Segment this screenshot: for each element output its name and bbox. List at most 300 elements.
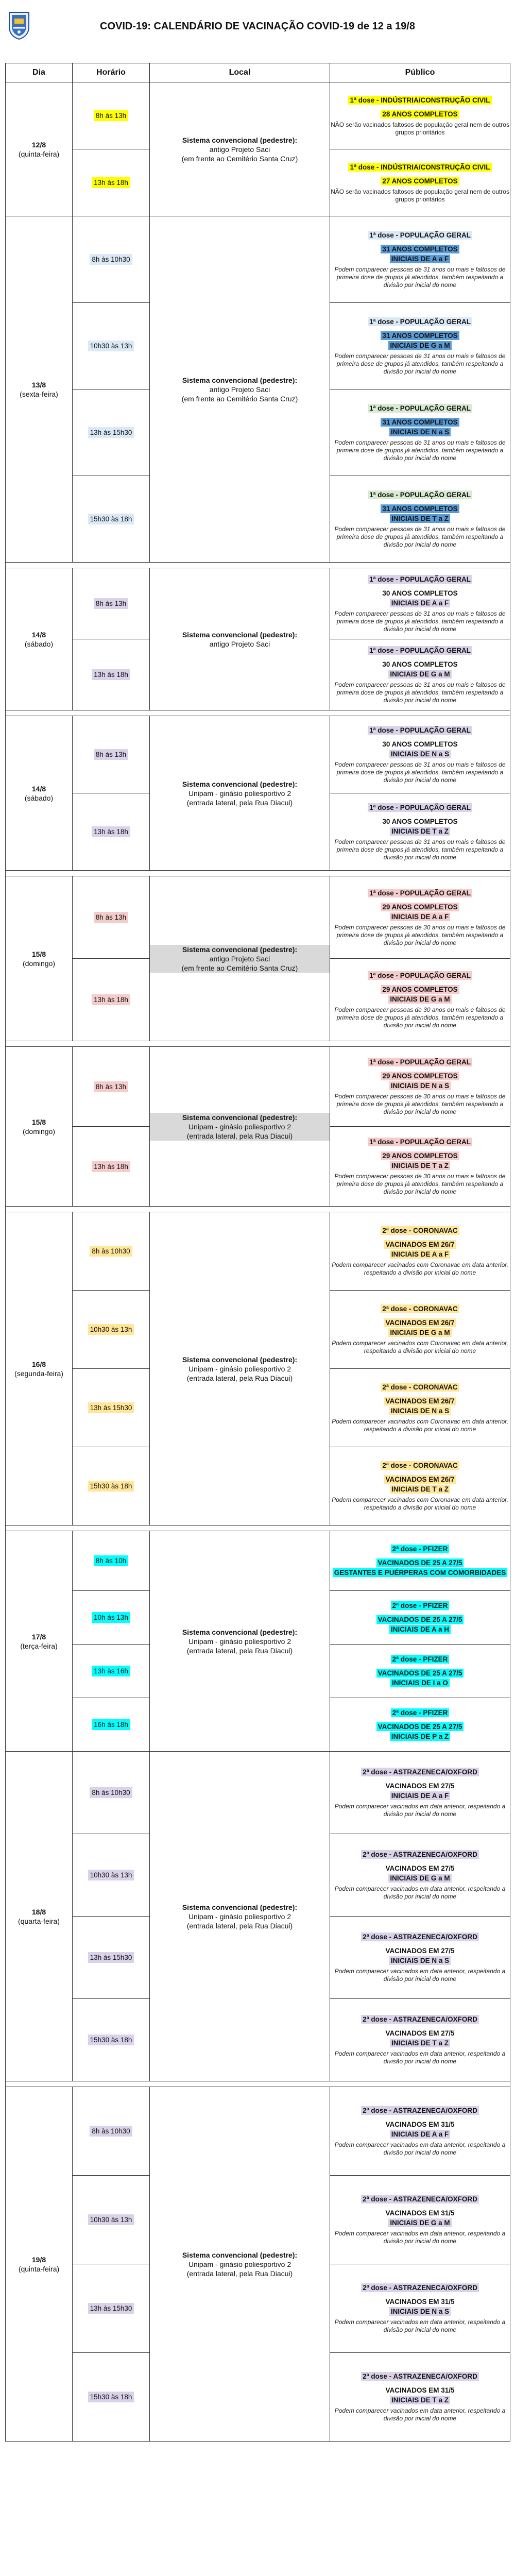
public-cell bbox=[330, 1531, 510, 1591]
location-detail: (entrada lateral, pela Rua Diacui) bbox=[186, 1374, 293, 1382]
separator-cell bbox=[6, 1526, 510, 1531]
eligibility-group: 29 ANOS COMPLETOS bbox=[381, 985, 459, 994]
day-cell bbox=[6, 568, 73, 710]
initials-range: GESTANTES E PUÉRPERAS COM COMORBIDADES bbox=[333, 1568, 508, 1577]
location-cell bbox=[150, 82, 330, 216]
dose-group: 1ª dose - POPULAÇÃO GERAL bbox=[368, 889, 472, 897]
time-cell bbox=[73, 1369, 150, 1447]
public-cell bbox=[330, 1917, 510, 1999]
location-name: Unipam - ginásio poliesportivo 2 bbox=[188, 1912, 291, 1921]
location-title: Sistema convencional (pedestre): bbox=[182, 1355, 298, 1364]
public-dose-line bbox=[330, 317, 510, 327]
column-header-publico: Público bbox=[330, 63, 510, 82]
public-initials-line bbox=[330, 1249, 510, 1259]
public-age-line bbox=[330, 2385, 510, 2395]
location-name: antigo Projeto Saci bbox=[150, 954, 330, 963]
eligibility-group: VACINADOS EM 31/5 bbox=[385, 2209, 455, 2217]
initials-range: INICIAIS DE A a F bbox=[390, 1791, 451, 1800]
time-slot: 10h30 às 13h bbox=[88, 1324, 134, 1335]
table-row bbox=[6, 1531, 510, 1591]
public-note: Podem comparecer pessoas de 31 anos ou mais e faltosos de primeira dose de grupos já atendidos, também respeitando a divisão por inicial do nome bbox=[334, 438, 506, 462]
initials-range: INICIAIS DE T a Z bbox=[390, 2396, 450, 2404]
time-cell bbox=[73, 1047, 150, 1127]
time-slot: 13h às 18h bbox=[92, 177, 130, 188]
column-header-horario: Horário bbox=[73, 63, 150, 82]
time-cell bbox=[73, 1999, 150, 2081]
eligibility-group: VACINADOS DE 25 A 27/5 bbox=[376, 1558, 464, 1567]
initials-range: INICIAIS DE T a Z bbox=[390, 2039, 450, 2047]
public-dose-line bbox=[330, 2106, 510, 2115]
time-slot: 8h às 13h bbox=[94, 749, 128, 760]
day-weekday: (segunda-feira) bbox=[14, 1369, 63, 1378]
public-initials-line bbox=[330, 1161, 510, 1171]
eligibility-group: VACINADOS EM 26/7 bbox=[384, 1240, 456, 1249]
public-block bbox=[330, 803, 510, 861]
location-title: Sistema convencional (pedestre): bbox=[182, 2250, 298, 2259]
public-note: Podem comparecer pessoas de 31 anos ou mais e faltosos de primeira dose de grupos já atendidos, também respeitando a divisão por inicial do nome bbox=[334, 760, 506, 784]
public-note: Podem comparecer pessoas de 31 anos ou mais e faltosos de primeira dose de grupos já atendidos, também respeitando a divisão por inicial do nome bbox=[334, 609, 506, 633]
location-title: Sistema convencional (pedestre): bbox=[182, 1903, 298, 1911]
table-row bbox=[6, 716, 510, 793]
day-weekday: (sábado) bbox=[24, 639, 54, 648]
initials-range: INICIAIS DE A a F bbox=[390, 599, 451, 607]
initials-range: INICIAIS DE N a S bbox=[389, 2307, 451, 2316]
initials-range: INICIAIS DE T a Z bbox=[390, 514, 450, 523]
public-age-line bbox=[330, 417, 510, 427]
public-note: Podem comparecer vacinados em data anterior, respeitando a divisão por inicial do nome bbox=[334, 2050, 506, 2065]
time-slot: 13h às 15h30 bbox=[88, 1402, 134, 1413]
public-age-line bbox=[330, 1396, 510, 1406]
public-note: Podem comparecer pessoas de 31 anos ou mais e faltosos de primeira dose de grupos já atendidos, também respeitando a divisão por inicial do nome bbox=[334, 265, 506, 289]
time-cell bbox=[73, 1834, 150, 1917]
public-initials-line bbox=[330, 341, 510, 350]
time-slot: 8h às 13h bbox=[94, 110, 128, 121]
public-block bbox=[330, 230, 510, 289]
dose-group: 2ª dose - PFIZER bbox=[391, 1708, 450, 1717]
public-age-line bbox=[330, 1615, 510, 1624]
location-title: Sistema convencional (pedestre): bbox=[182, 135, 298, 144]
eligibility-group: VACINADOS EM 27/5 bbox=[385, 1782, 455, 1790]
table-header-row bbox=[6, 63, 510, 82]
public-note: Podem comparecer pessoas de 30 anos ou mais e faltosos de primeira dose de grupos já atendidos, também respeitando a divisão por inicial do nome bbox=[334, 1093, 506, 1115]
public-block bbox=[330, 646, 510, 704]
public-cell bbox=[330, 2353, 510, 2442]
eligibility-group: VACINADOS EM 31/5 bbox=[385, 2121, 455, 2128]
public-dose-line bbox=[330, 1382, 510, 1392]
public-note: Podem comparecer pessoas de 31 anos ou mais e faltosos de primeira dose de grupos já atendidos, também respeitando a divisão por inicial do nome bbox=[334, 838, 506, 861]
dose-group: 1ª dose - POPULAÇÃO GERAL bbox=[368, 646, 472, 655]
location-cell bbox=[150, 1531, 330, 1752]
location-name: Unipam - ginásio poliesportivo 2 bbox=[188, 789, 291, 798]
initials-range: INICIAIS DE N a S bbox=[389, 428, 451, 436]
dose-group: 2ª dose - ASTRAZENECA/OXFORD bbox=[361, 2195, 479, 2204]
initials-range: INICIAIS DE A a F bbox=[390, 255, 451, 263]
public-initials-line bbox=[330, 2129, 510, 2139]
eligibility-group: 30 ANOS COMPLETOS bbox=[382, 589, 458, 597]
public-cell bbox=[330, 2176, 510, 2264]
public-dose-line bbox=[330, 2283, 510, 2293]
dose-group: 2ª dose - CORONAVAC bbox=[381, 1304, 459, 1313]
public-block bbox=[330, 574, 510, 633]
location-cell bbox=[150, 1047, 330, 1207]
day-cell bbox=[6, 716, 73, 871]
public-initials-line bbox=[330, 2218, 510, 2228]
dose-group: 2ª dose - ASTRAZENECA/OXFORD bbox=[361, 1933, 479, 1941]
public-age-line bbox=[330, 109, 510, 119]
initials-range: INICIAIS DE G a M bbox=[388, 1328, 451, 1337]
public-age-line bbox=[330, 1240, 510, 1249]
location-name: antigo Projeto Saci bbox=[209, 145, 270, 154]
time-cell bbox=[73, 303, 150, 389]
public-dose-line bbox=[330, 1932, 510, 1942]
time-cell bbox=[73, 1698, 150, 1752]
public-cell bbox=[330, 639, 510, 710]
dose-group: 1ª dose - INDÚSTRIA/CONSTRUÇÃO CIVIL bbox=[348, 96, 491, 105]
initials-range: INICIAIS DE G a M bbox=[388, 341, 451, 350]
dose-group: 2ª dose - CORONAVAC bbox=[381, 1383, 459, 1392]
location-title: Sistema convencional (pedestre): bbox=[182, 779, 298, 788]
location-title: Sistema convencional (pedestre): bbox=[150, 1113, 330, 1122]
dose-group: 2ª dose - CORONAVAC bbox=[381, 1461, 459, 1470]
separator-cell bbox=[6, 871, 510, 876]
public-block bbox=[330, 162, 510, 204]
day-date: 18/8 bbox=[31, 1907, 46, 1916]
day-date: 14/8 bbox=[31, 630, 46, 639]
dose-group: 2ª dose - ASTRAZENECA/OXFORD bbox=[361, 2106, 479, 2115]
public-age-line bbox=[330, 504, 510, 514]
day-weekday: (quarta-feira) bbox=[18, 1917, 60, 1925]
time-cell bbox=[73, 2353, 150, 2442]
public-initials-line bbox=[330, 598, 510, 608]
time-slot: 10h30 às 13h bbox=[88, 2214, 134, 2225]
public-age-line bbox=[330, 331, 510, 341]
time-cell bbox=[73, 2087, 150, 2176]
public-block bbox=[330, 1932, 510, 1983]
public-cell bbox=[330, 216, 510, 303]
day-weekday: (quinta-feira) bbox=[18, 2264, 60, 2273]
time-cell bbox=[73, 1645, 150, 1698]
public-initials-line bbox=[330, 826, 510, 836]
public-note: Podem comparecer vacinados em data anterior, respeitando a divisão por inicial do nome bbox=[334, 2407, 506, 2422]
dose-group: 2ª dose - ASTRAZENECA/OXFORD bbox=[361, 2283, 479, 2292]
time-slot: 10h às 13h bbox=[92, 1612, 130, 1623]
dose-group: 1ª dose - POPULAÇÃO GERAL bbox=[368, 317, 472, 326]
public-block bbox=[330, 403, 510, 462]
public-block bbox=[330, 1544, 510, 1578]
public-cell bbox=[330, 82, 510, 149]
public-dose-line bbox=[330, 2194, 510, 2204]
public-block bbox=[330, 2371, 510, 2422]
location-cell bbox=[150, 1752, 330, 2081]
dose-group: 1ª dose - POPULAÇÃO GERAL bbox=[368, 971, 472, 980]
public-initials-line bbox=[330, 1732, 510, 1741]
public-initials-line bbox=[330, 1568, 510, 1578]
eligibility-group: 30 ANOS COMPLETOS bbox=[382, 817, 458, 825]
initials-range: INICIAIS DE T a Z bbox=[390, 1485, 450, 1494]
initials-range: INICIAIS DE A a F bbox=[390, 912, 451, 921]
time-cell bbox=[73, 1591, 150, 1645]
public-note: Podem comparecer pessoas de 31 anos ou mais e faltosos de primeira dose de grupos já atendidos, também respeitando a divisão por inicial do nome bbox=[334, 681, 506, 704]
location-detail: (entrada lateral, pela Rua Diacui) bbox=[186, 1921, 293, 1930]
dose-group: 1ª dose - POPULAÇÃO GERAL bbox=[368, 1058, 472, 1066]
table-row bbox=[6, 568, 510, 639]
time-cell bbox=[73, 389, 150, 476]
separator-cell bbox=[6, 710, 510, 716]
public-age-line bbox=[330, 659, 510, 669]
initials-range: INICIAIS DE G a M bbox=[388, 2218, 451, 2227]
location-detail: (entrada lateral, pela Rua Diacui) bbox=[186, 798, 293, 807]
public-dose-line bbox=[330, 1850, 510, 1859]
public-note: Podem comparecer pessoas de 31 anos ou mais e faltosos de primeira dose de grupos já atendidos, também respeitando a divisão por inicial do nome bbox=[334, 352, 506, 375]
public-initials-line bbox=[330, 669, 510, 679]
public-initials-line bbox=[330, 749, 510, 759]
location-cell bbox=[150, 716, 330, 871]
initials-range: INICIAIS DE P a Z bbox=[390, 1732, 451, 1741]
column-header-dia: Dia bbox=[6, 63, 73, 82]
location-name: Unipam - ginásio poliesportivo 2 bbox=[188, 1637, 291, 1646]
time-slot: 8h às 13h bbox=[94, 1081, 128, 1092]
public-initials-line bbox=[330, 1328, 510, 1337]
public-note: Podem comparecer vacinados com Coronavac em data anterior, respeitando a divisão por inicial do nome bbox=[332, 1340, 508, 1354]
public-cell bbox=[330, 1127, 510, 1207]
day-separator bbox=[6, 710, 510, 716]
public-cell bbox=[330, 149, 510, 216]
column-header-local: Local bbox=[150, 63, 330, 82]
public-age-line bbox=[330, 2297, 510, 2307]
dose-group: 2ª dose - ASTRAZENECA/OXFORD bbox=[361, 1768, 479, 1776]
day-cell bbox=[6, 876, 73, 1041]
public-cell bbox=[330, 1999, 510, 2081]
public-initials-line bbox=[330, 254, 510, 264]
separator-cell bbox=[6, 1041, 510, 1047]
time-cell bbox=[73, 82, 150, 149]
public-initials-line bbox=[330, 1956, 510, 1965]
eligibility-group: VACINADOS DE 25 A 27/5 bbox=[376, 1722, 464, 1731]
day-cell bbox=[6, 1047, 73, 1207]
location-title: Sistema convencional (pedestre): bbox=[150, 945, 330, 954]
initials-range: INICIAIS DE A a F bbox=[390, 2130, 451, 2139]
public-cell bbox=[330, 1212, 510, 1291]
time-slot: 13h às 18h bbox=[92, 826, 130, 837]
time-cell bbox=[73, 1212, 150, 1291]
time-cell bbox=[73, 1127, 150, 1207]
public-block bbox=[330, 490, 510, 549]
time-slot: 13h às 15h30 bbox=[88, 2303, 134, 2314]
day-weekday: (sábado) bbox=[24, 793, 54, 802]
initials-range: INICIAIS DE I a O bbox=[390, 1679, 450, 1687]
public-dose-line bbox=[330, 971, 510, 980]
public-cell bbox=[330, 1834, 510, 1917]
public-note: Podem comparecer vacinados com Coronavac em data anterior, respeitando a divisão por inicial do nome bbox=[332, 1418, 508, 1433]
time-cell bbox=[73, 2176, 150, 2264]
separator-cell bbox=[6, 2081, 510, 2087]
public-dose-line bbox=[330, 403, 510, 413]
time-slot: 10h30 às 13h bbox=[88, 1870, 134, 1880]
day-date: 15/8 bbox=[31, 1117, 46, 1126]
day-cell bbox=[6, 1531, 73, 1752]
public-block bbox=[330, 317, 510, 376]
time-slot: 10h30 às 13h bbox=[88, 341, 134, 351]
dose-group: 2ª dose - PFIZER bbox=[391, 1655, 450, 1664]
dose-group: 1ª dose - POPULAÇÃO GERAL bbox=[368, 803, 472, 812]
day-cell bbox=[6, 2087, 73, 2442]
day-separator bbox=[6, 1207, 510, 1212]
day-weekday: (terça-feira) bbox=[20, 1641, 58, 1650]
location-name: antigo Projeto Saci bbox=[209, 639, 270, 648]
public-age-line bbox=[330, 1318, 510, 1328]
time-cell bbox=[73, 639, 150, 710]
time-slot: 8h às 10h30 bbox=[90, 2126, 132, 2137]
dose-group: 2ª dose - PFIZER bbox=[391, 1545, 450, 1553]
public-dose-line bbox=[330, 803, 510, 812]
public-dose-line bbox=[330, 725, 510, 735]
day-date: 14/8 bbox=[31, 784, 46, 793]
public-dose-line bbox=[330, 1544, 510, 1554]
public-note: Podem comparecer pessoas de 30 anos ou mais e faltosos de primeira dose de grupos já atendidos, também respeitando a divisão por inicial do nome bbox=[334, 923, 506, 946]
public-initials-line bbox=[330, 514, 510, 523]
public-block bbox=[330, 1654, 510, 1688]
time-cell bbox=[73, 793, 150, 871]
public-block bbox=[330, 1382, 510, 1433]
public-age-line bbox=[330, 1946, 510, 1956]
separator-cell bbox=[6, 1207, 510, 1212]
location-cell bbox=[150, 876, 330, 1041]
public-dose-line bbox=[330, 1654, 510, 1664]
location-name: Unipam - ginásio poliesportivo 2 bbox=[188, 2260, 291, 2268]
dose-group: 1ª dose - POPULAÇÃO GERAL bbox=[368, 490, 472, 499]
day-date: 17/8 bbox=[31, 1632, 46, 1641]
public-block bbox=[330, 95, 510, 137]
day-date: 16/8 bbox=[31, 1360, 46, 1368]
day-date: 13/8 bbox=[31, 380, 46, 389]
public-note: Podem comparecer pessoas de 30 anos ou mais e faltosos de primeira dose de grupos já atendidos, também respeitando a divisão por inicial do nome bbox=[334, 1173, 506, 1195]
table-row bbox=[6, 876, 510, 959]
initials-range: INICIAIS DE A a H bbox=[389, 1625, 451, 1634]
table-row bbox=[6, 1212, 510, 1291]
eligibility-group: VACINADOS EM 27/5 bbox=[385, 1865, 455, 1872]
public-cell bbox=[330, 303, 510, 389]
public-block bbox=[330, 1708, 510, 1741]
public-initials-line bbox=[330, 1081, 510, 1091]
public-cell bbox=[330, 1591, 510, 1645]
public-cell bbox=[330, 2087, 510, 2176]
eligibility-group: VACINADOS EM 26/7 bbox=[384, 1475, 456, 1484]
time-slot: 15h30 às 18h bbox=[88, 1481, 134, 1492]
public-dose-line bbox=[330, 1057, 510, 1067]
time-slot: 13h às 18h bbox=[92, 1161, 130, 1172]
day-cell bbox=[6, 1752, 73, 2081]
public-age-line bbox=[330, 902, 510, 912]
public-note: Podem comparecer vacinados em data anterior, respeitando a divisão por inicial do nome bbox=[334, 2318, 506, 2333]
eligibility-group: 29 ANOS COMPLETOS bbox=[381, 903, 459, 911]
vaccination-schedule-table bbox=[5, 63, 510, 2442]
dose-group: 1ª dose - POPULAÇÃO GERAL bbox=[368, 231, 472, 240]
day-weekday: (domingo) bbox=[22, 959, 56, 968]
initials-range: INICIAIS DE N a S bbox=[389, 1406, 451, 1415]
time-slot: 15h30 às 18h bbox=[88, 514, 134, 524]
public-dose-line bbox=[330, 95, 510, 105]
time-cell bbox=[73, 1752, 150, 1834]
time-cell bbox=[73, 1917, 150, 1999]
eligibility-group: VACINADOS DE 25 A 27/5 bbox=[376, 1669, 464, 1677]
eligibility-group: VACINADOS EM 26/7 bbox=[384, 1397, 456, 1405]
eligibility-group: 30 ANOS COMPLETOS bbox=[382, 660, 458, 668]
day-weekday: (sexta-feira) bbox=[20, 389, 58, 398]
time-cell bbox=[73, 476, 150, 563]
dose-group: 2ª dose - PFIZER bbox=[391, 1601, 450, 1610]
public-block bbox=[330, 2194, 510, 2245]
location-detail: (entrada lateral, pela Rua Diacui) bbox=[150, 1131, 330, 1141]
public-initials-line bbox=[330, 1406, 510, 1416]
day-cell bbox=[6, 216, 73, 563]
location-detail: (em frente ao Cemitério Santa Cruz) bbox=[181, 154, 298, 163]
public-cell bbox=[330, 1047, 510, 1127]
time-cell bbox=[73, 2264, 150, 2353]
eligibility-group: 31 ANOS COMPLETOS bbox=[381, 504, 459, 513]
location-title: Sistema convencional (pedestre): bbox=[182, 1628, 298, 1636]
public-note: Podem comparecer vacinados em data anterior, respeitando a divisão por inicial do nome bbox=[334, 2230, 506, 2245]
public-block bbox=[330, 2106, 510, 2157]
dose-group: 2ª dose - ASTRAZENECA/OXFORD bbox=[361, 1850, 479, 1859]
public-note: Podem comparecer pessoas de 30 anos ou mais e faltosos de primeira dose de grupos já atendidos, também respeitando a divisão por inicial do nome bbox=[334, 1006, 506, 1029]
location-detail: (em frente ao Cemitério Santa Cruz) bbox=[150, 963, 330, 973]
public-block bbox=[330, 1057, 510, 1116]
location-cell bbox=[150, 568, 330, 710]
eligibility-group: VACINADOS EM 26/7 bbox=[384, 1318, 456, 1327]
initials-range: INICIAIS DE T a Z bbox=[390, 827, 450, 836]
public-block bbox=[330, 1767, 510, 1818]
eligibility-group: VACINADOS EM 27/5 bbox=[385, 2029, 455, 2037]
public-note: Podem comparecer vacinados em data anterior, respeitando a divisão por inicial do nome bbox=[334, 1803, 506, 1818]
public-cell bbox=[330, 389, 510, 476]
document-title: COVID-19: CALENDÁRIO DE VACINAÇÃO COVID-19 de 12 a 19/8 bbox=[100, 21, 415, 32]
table-row bbox=[6, 82, 510, 149]
location-title: Sistema convencional (pedestre): bbox=[182, 376, 298, 384]
dose-group: 1ª dose - POPULAÇÃO GERAL bbox=[368, 404, 472, 413]
public-initials-line bbox=[330, 427, 510, 437]
time-slot: 15h30 às 18h bbox=[88, 2392, 134, 2402]
day-weekday: (domingo) bbox=[22, 1127, 56, 1136]
public-age-line bbox=[330, 1722, 510, 1732]
initials-range: INICIAIS DE N a S bbox=[389, 1956, 451, 1965]
public-initials-line bbox=[330, 2395, 510, 2405]
time-slot: 8h às 10h30 bbox=[90, 1246, 132, 1257]
public-initials-line bbox=[330, 2307, 510, 2316]
public-initials-line bbox=[330, 2038, 510, 2048]
public-block bbox=[330, 971, 510, 1029]
public-cell bbox=[330, 1645, 510, 1698]
time-cell bbox=[73, 959, 150, 1041]
public-block bbox=[330, 1601, 510, 1634]
table-row bbox=[6, 1752, 510, 1834]
eligibility-group: 29 ANOS COMPLETOS bbox=[381, 1072, 459, 1080]
location-cell bbox=[150, 1212, 330, 1526]
public-note: Podem comparecer vacinados com Coronavac em data anterior, respeitando a divisão por inicial do nome bbox=[332, 1261, 508, 1276]
public-age-line bbox=[330, 1071, 510, 1081]
public-note: Podem comparecer vacinados em data anterior, respeitando a divisão por inicial do nome bbox=[334, 1885, 506, 1900]
public-cell bbox=[330, 1369, 510, 1447]
public-note: Podem comparecer vacinados em data anterior, respeitando a divisão por inicial do nome bbox=[334, 2141, 506, 2156]
time-slot: 13h às 18h bbox=[92, 994, 130, 1005]
initials-range: INICIAIS DE G a M bbox=[388, 995, 451, 1004]
public-block bbox=[330, 1137, 510, 1196]
eligibility-group: VACINADOS EM 31/5 bbox=[385, 2298, 455, 2306]
public-block bbox=[330, 1461, 510, 1512]
public-age-line bbox=[330, 985, 510, 994]
public-age-line bbox=[330, 588, 510, 598]
day-separator bbox=[6, 563, 510, 568]
eligibility-group: VACINADOS DE 25 A 27/5 bbox=[376, 1615, 464, 1624]
